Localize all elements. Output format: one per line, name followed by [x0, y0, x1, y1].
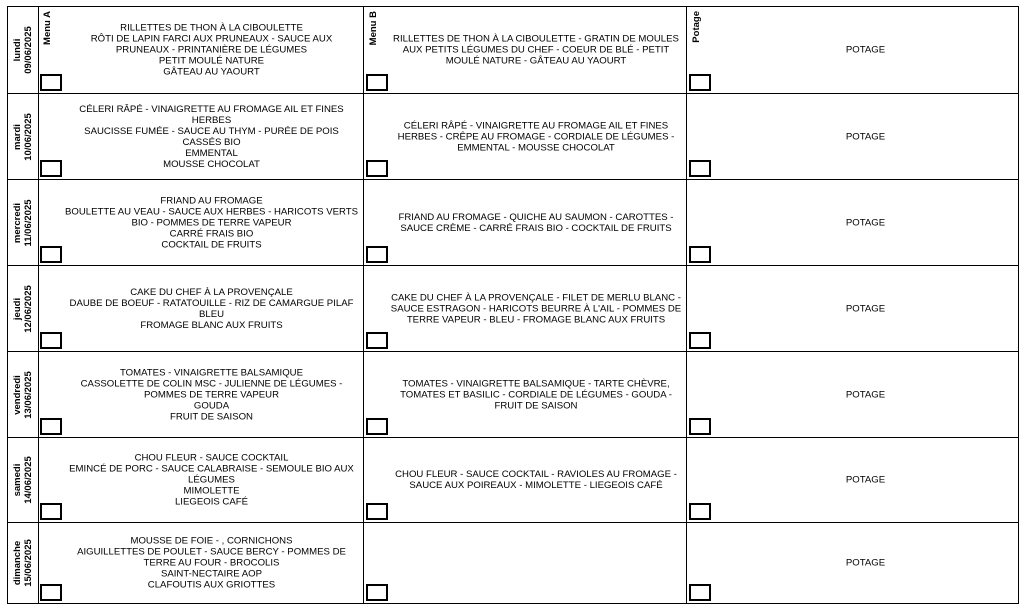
- potage-text: POTAGE: [845, 131, 886, 142]
- menu-b-checkbox[interactable]: [366, 74, 388, 91]
- menu-a-text: CÉLERI RÂPÉ - VINAIGRETTE AU FROMAGE AIL ET FINES HERBES SAUCISSE FUMÉE - SAUCE AU THYM - PURÉE DE POIS CASSÉS BIO EMMENTAL MOUSSE CHOCOLAT: [79, 103, 344, 170]
- day-label: lundi 09/06/2025: [12, 26, 34, 74]
- menu-a-checkbox[interactable]: [40, 246, 62, 263]
- potage-checkbox[interactable]: [689, 503, 711, 520]
- day-label: vendredi 13/06/2025: [12, 370, 34, 419]
- menu-a-checkbox[interactable]: [40, 332, 62, 349]
- menu-b-checkbox[interactable]: [366, 246, 388, 263]
- menu-b-cell: [364, 180, 687, 265]
- menu-a-checkbox[interactable]: [40, 584, 62, 601]
- menu-b-text: RILLETTES DE THON À LA CIBOULETTE - GRATIN DE MOULES AUX PETITS LÉGUMES DU CHEF - COEUR DE BLÉ - PETIT MOULÉ NATURE - GÂTEAU AU YAOURT: [393, 33, 679, 67]
- potage-text: POTAGE: [845, 557, 886, 569]
- menu-a-text: RILLETTES DE THON À LA CIBOULETTE RÔTI DE LAPIN FARCI AUX PRUNEAUX - SAUCE AUX PRUNEAUX - PRINTANIÈRE DE LÉGUMES PETIT MOULÉ NATURE GÂTEAU AU YAOURT: [90, 22, 333, 78]
- menu-a-header: Menu A: [42, 11, 53, 45]
- menu-a-checkbox[interactable]: [40, 74, 62, 91]
- potage-text: POTAGE: [845, 217, 886, 228]
- day-row-1: [8, 93, 1018, 179]
- potage-cell: [687, 352, 1018, 437]
- potage-cell: [687, 523, 1018, 603]
- menu-a-text: FRIAND AU FROMAGE BOULETTE AU VEAU - SAUCE AUX HERBES - HARICOTS VERTS BIO - POMMES DE TERRE VAPEUR CARRÉ FRAIS BIO COCKTAIL DE FRUITS: [64, 195, 359, 250]
- potage-cell: [687, 180, 1018, 265]
- menu-b-text: CÉLERI RÂPÉ - VINAIGRETTE AU FROMAGE AIL ET FINES HERBES - CRÊPE AU FROMAGE - CORDIALE DE LÉGUMES - EMMENTAL - MOUSSE CHOCOLAT: [397, 120, 675, 153]
- menu-a-cell: [38, 94, 364, 179]
- menu-a-cell: [38, 438, 364, 522]
- menu-b-text: CAKE DU CHEF À LA PROVENÇALE - FILET DE MERLU BLANC - SAUCE ESTRAGON - HARICOTS BEURRE À L'AIL - POMMES DE TERRE VAPEUR - BLEU - FROMAGE BLANC AUX FRUITS: [390, 292, 682, 325]
- menu-a-cell: [38, 266, 364, 351]
- day-label: jeudi 12/06/2025: [12, 284, 34, 333]
- menu-a-cell: [38, 7, 364, 93]
- day-label: mercredi 11/06/2025: [12, 198, 34, 247]
- menu-b-checkbox[interactable]: [366, 584, 388, 601]
- potage-text: POTAGE: [845, 303, 886, 314]
- menu-a-text: CHOU FLEUR - SAUCE COCKTAIL EMINCÉ DE PORC - SAUCE CALABRAISE - SEMOULE BIO AUX LÉGUMES MIMOLETTE LIEGEOIS CAFÉ: [69, 452, 354, 508]
- menu-b-checkbox[interactable]: [366, 503, 388, 520]
- menu-a-checkbox[interactable]: [40, 160, 62, 177]
- potage-cell: [687, 438, 1018, 522]
- potage-checkbox[interactable]: [689, 332, 711, 349]
- menu-b-checkbox[interactable]: [366, 160, 388, 177]
- potage-text: POTAGE: [845, 389, 886, 400]
- potage-cell: [687, 7, 1018, 93]
- menu-b-cell: [364, 7, 687, 93]
- menu-b-cell: [364, 94, 687, 179]
- potage-checkbox[interactable]: [689, 418, 711, 435]
- menu-b-cell: [364, 352, 687, 437]
- day-row-3: [8, 265, 1018, 351]
- menu-a-cell: [38, 180, 364, 265]
- menu-a-cell: [38, 352, 364, 437]
- day-row-2: [8, 179, 1018, 265]
- potage-header: Potage: [691, 11, 702, 43]
- day-row-0: [8, 7, 1018, 93]
- menu-b-text: FRIAND AU FROMAGE - QUICHE AU SAUMON - CAROTTES - SAUCE CRÈME - CARRÉ FRAIS BIO - COCKTAIL DE FRUITS: [398, 211, 674, 234]
- menu-a-text: CAKE DU CHEF À LA PROVENÇALE DAUBE DE BOEUF - RATATOUILLE - RIZ DE CAMARGUE PILAF BLEU FROMAGE BLANC AUX FRUITS: [69, 286, 354, 331]
- menu-a-checkbox[interactable]: [40, 503, 62, 520]
- menu-b-checkbox[interactable]: [366, 418, 388, 435]
- day-row-5: [8, 437, 1018, 522]
- potage-checkbox[interactable]: [689, 246, 711, 263]
- menu-b-header: Menu B: [368, 11, 379, 46]
- menu-b-cell: [364, 266, 687, 351]
- menu-b-text: TOMATES - VINAIGRETTE BALSAMIQUE - TARTE CHÈVRE, TOMATES ET BASILIC - CORDIALE DE LÉGUMES - GOUDA - FRUIT DE SAISON: [400, 378, 672, 411]
- menu-a-text: TOMATES - VINAIGRETTE BALSAMIQUE CASSOLETTE DE COLIN MSC - JULIENNE DE LÉGUMES - POMMES DE TERRE VAPEUR GOUDA FRUIT DE SAISON: [80, 367, 343, 422]
- menu-a-text: MOUSSE DE FOIE - , CORNICHONS AIGUILLETTES DE POULET - SAUCE BERCY - POMMES DE TERRE AU FOUR - BROCOLIS SAINT-NECTAIRE AOP CLAFOUTIS AUX GRIOTTES: [77, 535, 346, 591]
- menu-b-text: CHOU FLEUR - SAUCE COCKTAIL - RAVIOLES AU FROMAGE - SAUCE AUX POIREAUX - MIMOLETTE - LIEGEOIS CAFÉ: [395, 469, 677, 491]
- potage-checkbox[interactable]: [689, 160, 711, 177]
- menu-a-cell: [38, 523, 364, 603]
- menu-b-checkbox[interactable]: [366, 332, 388, 349]
- potage-cell: [687, 266, 1018, 351]
- day-label: dimanche 15/06/2025: [12, 539, 34, 587]
- menu-b-cell: [364, 523, 687, 603]
- menu-a-checkbox[interactable]: [40, 418, 62, 435]
- day-label: mardi 10/06/2025: [12, 112, 34, 161]
- day-row-4: [8, 351, 1018, 437]
- menu-b-cell: [364, 438, 687, 522]
- potage-checkbox[interactable]: [689, 74, 711, 91]
- potage-cell: [687, 94, 1018, 179]
- menu-table: [7, 6, 1019, 604]
- potage-text: POTAGE: [845, 474, 886, 486]
- day-label: samedi 14/06/2025: [12, 456, 34, 504]
- potage-text: POTAGE: [845, 44, 886, 56]
- potage-checkbox[interactable]: [689, 584, 711, 601]
- day-row-6: [8, 522, 1018, 603]
